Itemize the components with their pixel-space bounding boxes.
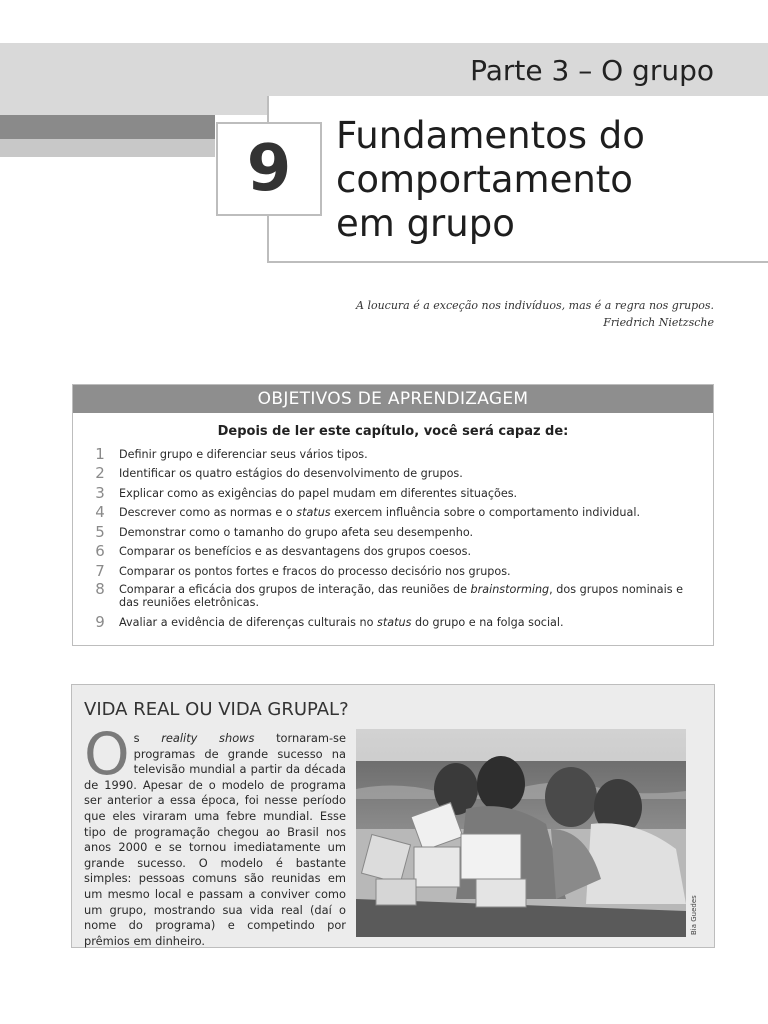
objective-text: Demonstrar como o tamanho do grupo afeta seu desempenho. [119, 526, 474, 539]
objective-text: Comparar os pontos fortes e fracos do processo decisório nos grupos. [119, 565, 511, 578]
objective-number: 8 [95, 580, 105, 598]
objective-number: 4 [95, 503, 105, 521]
objective-number: 7 [95, 562, 105, 580]
drop-cap: O [84, 720, 130, 788]
epigraph-quote: A loucura é a exceção nos indivíduos, mas é a regra nos grupos. [356, 299, 714, 312]
objective-text [119, 616, 699, 629]
objective-number: 2 [95, 464, 105, 482]
reality-show-photo [356, 729, 686, 937]
objective-text-part: exercem influência sobre o comportamento individual. [330, 506, 641, 519]
photo-illustration [356, 729, 686, 937]
photo-box [476, 879, 526, 907]
part-title: Parte 3 – O grupo [470, 54, 714, 87]
case-text-italic: reality shows [161, 731, 255, 745]
objective-text-italic: status [296, 506, 331, 519]
objective-text-part: Avaliar a evidência de diferenças culturais no [119, 616, 378, 629]
chapter-title-line: em grupo [336, 202, 515, 245]
photo-box [414, 847, 460, 887]
epigraph-author: Friedrich Nietzsche [603, 316, 714, 329]
objective-text-part: Comparar a eficácia dos grupos de interação, das reuniões de [119, 583, 471, 596]
objective-text-part: Descrever como as normas e o [119, 506, 297, 519]
learning-objectives-box [72, 384, 714, 646]
photo-box [376, 879, 416, 905]
objective-number: 9 [95, 613, 105, 631]
objective-text [119, 583, 699, 609]
objective-text [119, 506, 699, 519]
case-box-text [84, 720, 346, 949]
case-box [71, 684, 715, 948]
objective-number: 6 [95, 542, 105, 560]
objective-number: 3 [95, 484, 105, 502]
objective-text-part: , dos grupos nominais e das reuniões eletrônicas. [119, 583, 684, 609]
objective-text-italic: status [377, 616, 412, 629]
epigraph [356, 297, 714, 331]
chapter-title-line: Fundamentos do [336, 114, 645, 157]
chapter-title [336, 114, 756, 246]
chapter-number: 9 [216, 122, 322, 216]
objective-number: 5 [95, 523, 105, 541]
objective-text: Comparar os benefícios e as desvantagens dos grupos coesos. [119, 545, 471, 558]
person-head [477, 756, 525, 812]
objective-text: Definir grupo e diferenciar seus vários tipos. [119, 448, 368, 461]
case-text-part: s [133, 731, 162, 745]
case-box-title: VIDA REAL OU VIDA GRUPAL? [84, 699, 349, 720]
header-accent-light [0, 139, 215, 157]
objective-text: Explicar como as exigências do papel mudam em diferentes situações. [119, 487, 518, 500]
header-accent-dark [0, 115, 215, 139]
objective-text-italic: brainstorming [470, 583, 550, 596]
person-head [545, 767, 597, 827]
objectives-intro: Depois de ler este capítulo, você será capaz de: [217, 424, 569, 439]
photo-credit: Bia Guedes [690, 895, 698, 935]
objectives-header: OBJETIVOS DE APRENDIZAGEM [73, 385, 713, 413]
objective-text-part: do grupo e na folga social. [411, 616, 564, 629]
objective-text: Identificar os quatro estágios do desenvolvimento de grupos. [119, 467, 463, 480]
case-text-part: tornaram-se programas de grande sucesso na televisão mundial a partir da década de 1990. Apesar de o modelo de programa ser anterior a essa época, foi nesse período que eles viraram uma febre mundial. Esse tipo de programação chegou ao Brasil nos anos 2000 e se tornou imediatamente um grande sucesso. O modelo é bastante simples: pessoas comuns são reunidas em um mesmo local e passam a conviver como um grupo, mostrando sua vida real (daí o nome do programa) e competindo por prêmios em dinheiro. [84, 731, 346, 948]
objective-number: 1 [95, 445, 105, 463]
chapter-title-line: comportamento [336, 158, 633, 201]
photo-box [461, 834, 521, 879]
